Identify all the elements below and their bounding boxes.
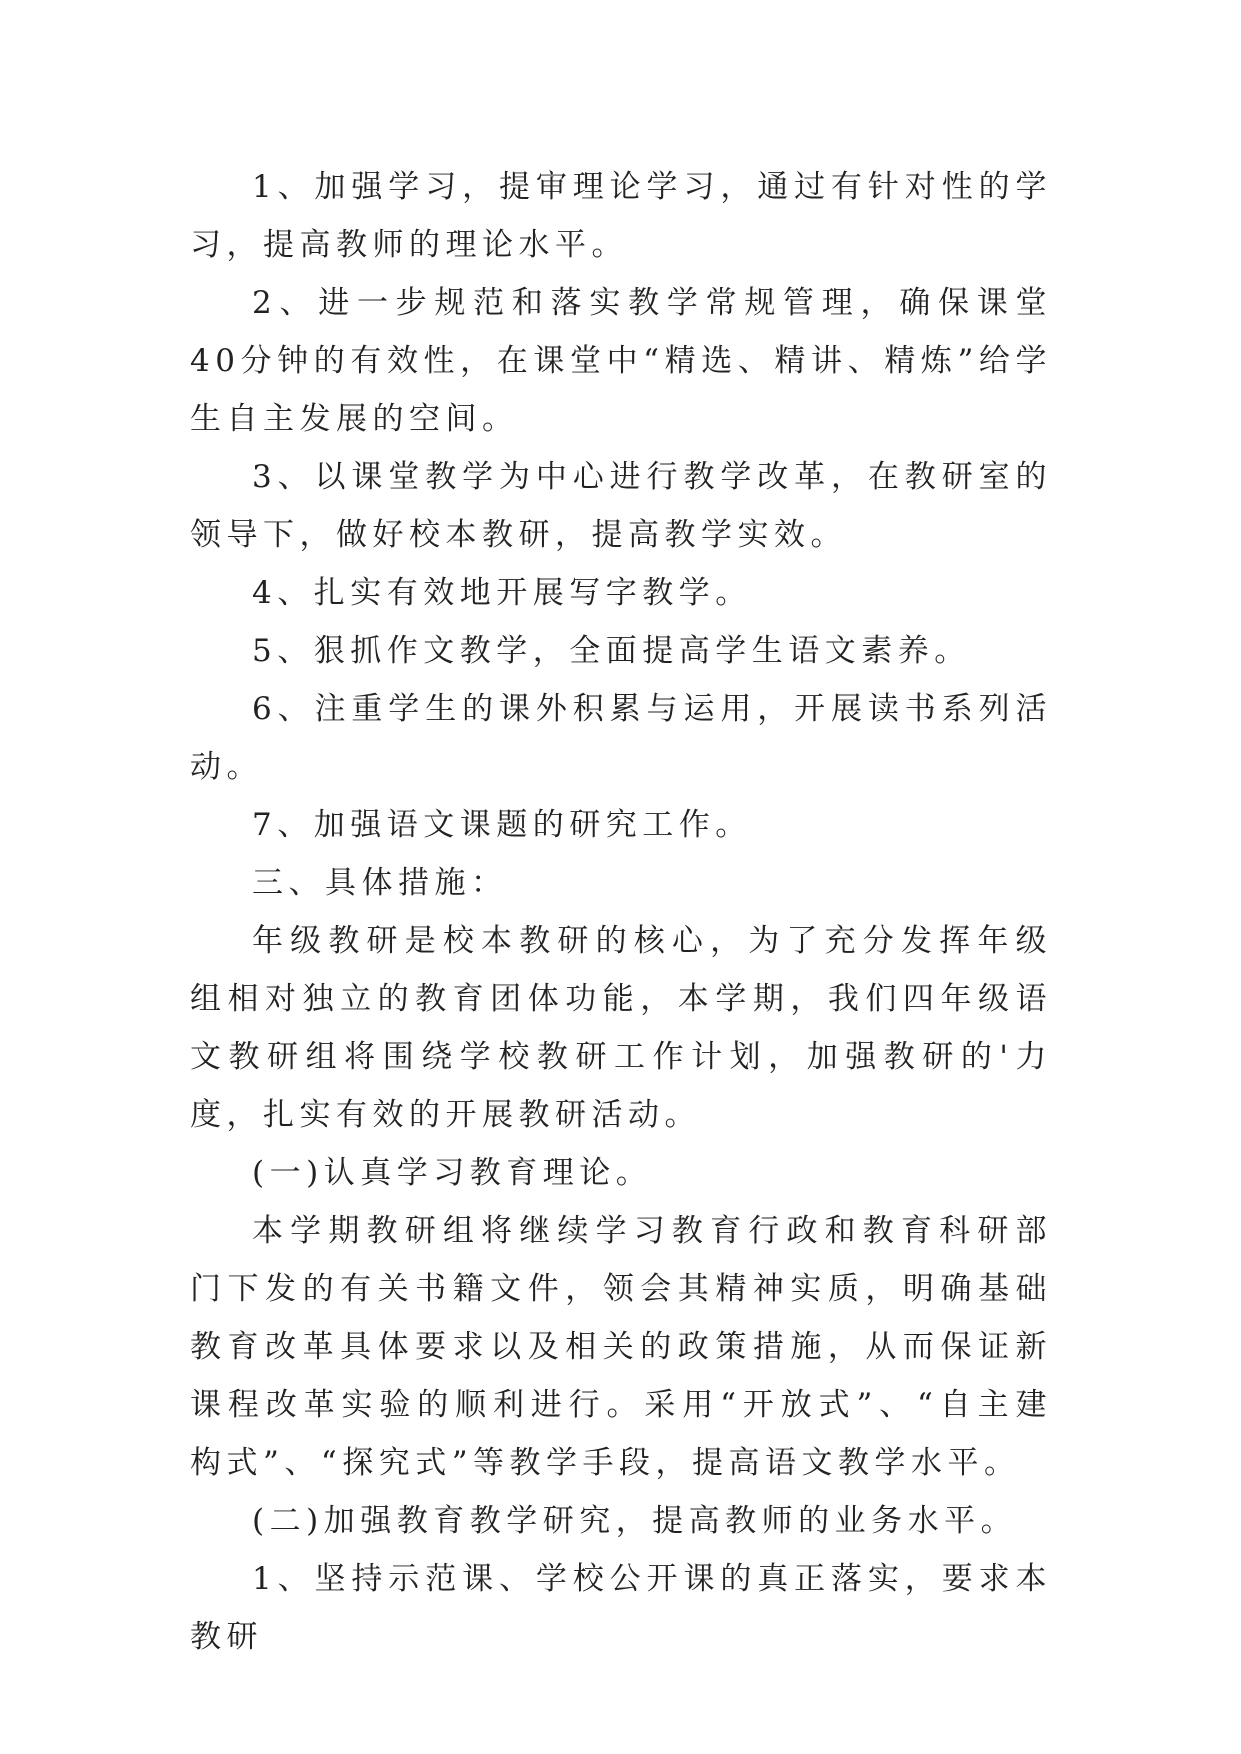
paragraph-goal-2: 2、进一步规范和落实教学常规管理，确保课堂40分钟的有效性，在课堂中“精选、精讲、精炼”给学生自主发展的空间。 xyxy=(190,285,1052,437)
paragraph-goal-4: 4、扎实有效地开展写字教学。 xyxy=(252,575,752,611)
paragraph-research-1: 1、坚持示范课、学校公开课的真正落实，要求本教研 xyxy=(190,1561,1052,1655)
section-heading-measures: 三、具体措施： xyxy=(252,865,508,901)
paragraph-goal-3: 3、以课堂教学为中心进行教学改革，在教研室的领导下，做好校本教研，提高教学实效。 xyxy=(190,459,1052,553)
document-body xyxy=(190,158,1052,1666)
paragraph-goal-7: 7、加强语文课题的研究工作。 xyxy=(252,807,752,843)
paragraph-goal-1: 1、加强学习，提审理论学习，通过有针对性的学习，提高教师的理论水平。 xyxy=(190,169,1052,263)
paragraph-intro: 年级教研是校本教研的核心，为了充分发挥年级组相对独立的教育团体功能，本学期，我们四年级语文教研组将围绕学校教研工作计划，加强教研的'力度，扎实有效的开展教研活动。 xyxy=(190,923,1052,1133)
paragraph-study: 本学期教研组将继续学习教育行政和教育科研部门下发的有关书籍文件，领会其精神实质，明确基础教育改革具体要求以及相关的政策措施，从而保证新课程改革实验的顺利进行。采用“开放式”、“自主建构式”、“探究式”等教学手段，提高语文教学水平。 xyxy=(190,1213,1052,1481)
paragraph-goal-5: 5、狠抓作文教学，全面提高学生语文素养。 xyxy=(252,633,971,669)
subheading-2: (二)加强教育教学研究，提高教师的业务水平。 xyxy=(252,1503,1018,1539)
subheading-1: (一)认真学习教育理论。 xyxy=(252,1155,653,1191)
paragraph-goal-6: 6、注重学生的课外积累与运用，开展读书系列活动。 xyxy=(190,691,1052,785)
